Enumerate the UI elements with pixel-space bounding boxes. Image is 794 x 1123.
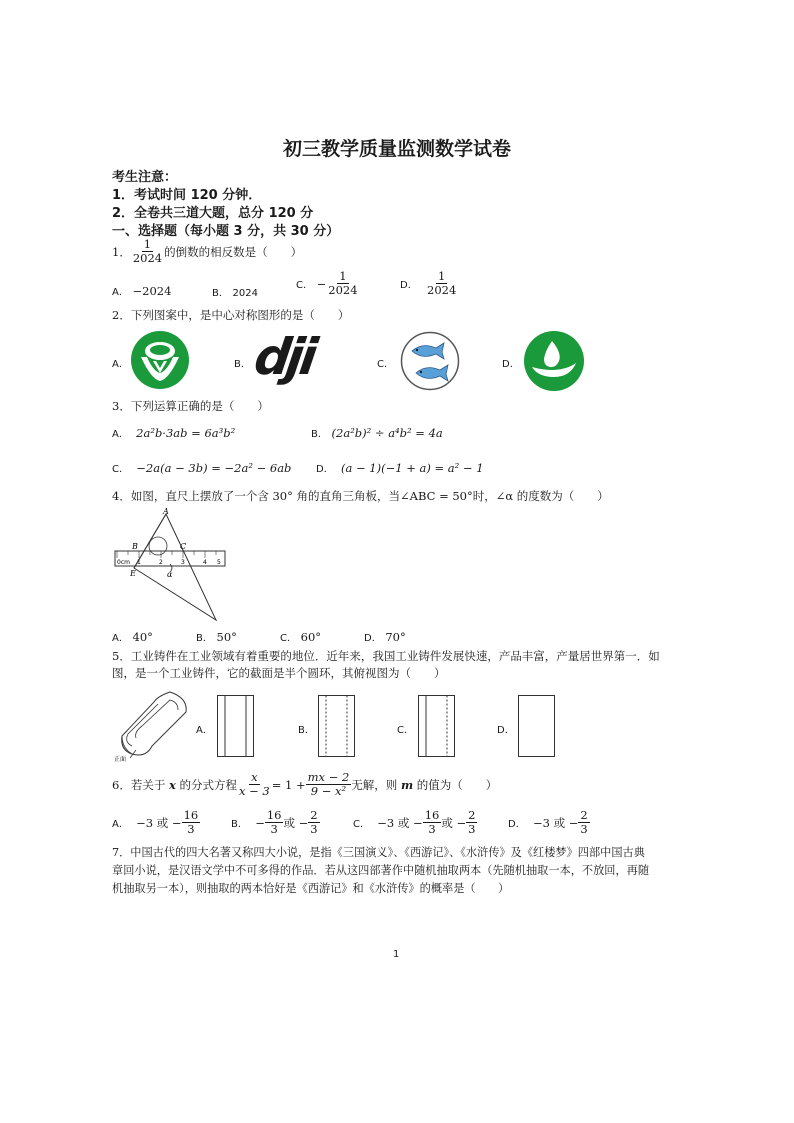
question-7-line1: 7．中国古代的四大名著又称四大小说，是指《三国演义》、《西游记》、《水浒传》及《红楼梦》四部中国古典 <box>112 846 645 859</box>
fig-label-e: E <box>130 569 136 578</box>
q1-option-a: A． −2024 <box>112 284 172 298</box>
q3-option-d: D． (a − 1)(−1 + a) = a² − 1 <box>316 461 484 475</box>
fig-label-a: A <box>163 507 169 516</box>
q6-option-b: B． − $\frac{16}{3}$ 或 − $\frac{2}{3}$ <box>231 808 318 836</box>
q1-stem: 的倒数的相反数是（ ） <box>164 244 303 259</box>
q5-view-a <box>217 695 254 757</box>
q1-option-c: C． − $\frac{1}{2024}$ <box>296 269 358 297</box>
ruler-label-5: 5 <box>217 559 221 566</box>
page-title: 初三教学质量监测数学试卷 <box>282 138 511 160</box>
notice-heading: 考生注意： <box>112 170 178 185</box>
q5-option-a-label: A． <box>196 725 213 736</box>
two-fish-icon <box>400 331 460 391</box>
q6-option-c: C． −3 或 − $\frac{16}{3}$ 或 − $\frac{2}{3}$ <box>353 808 476 836</box>
q1-option-d: D． $\frac{1}{2024}$ <box>400 269 457 297</box>
q3-option-b: B． (2a²b)² ÷ a⁴b² = 4a <box>311 426 443 440</box>
notice-item-1: 1．考试时间 120 分钟． <box>112 188 262 203</box>
q2-option-a-label: A． <box>112 359 129 370</box>
page-number: 1 <box>393 949 400 960</box>
q5-option-d-label: D． <box>497 725 515 736</box>
q4-option-d: D． 70° <box>364 630 406 644</box>
q1-fraction <box>131 238 164 265</box>
question-7-line3: 机抽取另一本），则抽取的两本恰好是《西游记》和《水浒传》的概率是（ ） <box>112 882 510 895</box>
casting-3d-figure <box>112 688 192 764</box>
q1-option-b: B． 2024 <box>212 288 258 299</box>
ruler-label-2: 2 <box>159 559 163 566</box>
q6-option-d: D． −3 或 − $\frac{2}{3}$ <box>508 808 588 836</box>
ruler-label-0: 0cm <box>117 559 130 566</box>
q5-view-c <box>418 695 455 757</box>
q1-frac-num: 1 <box>143 237 152 251</box>
ruler-label-4: 4 <box>203 559 207 566</box>
section-heading: 一、选择题（每小题 3 分，共 30 分） <box>112 224 340 239</box>
notice-item-2: 2．全卷共三道大题，总分 120 分 <box>112 206 314 221</box>
question-6: 6．若关于 x 的分式方程 $\frac{x}{x - 3}$ = 1 + $\frac{mx - 2}{\text{9 − x²}}$ 无解，则 m 的值为（ ） <box>112 770 498 798</box>
q1-frac-den: 2024 <box>132 251 163 265</box>
ruler-label-1: 1 <box>137 559 141 566</box>
question-1 <box>112 238 302 265</box>
question-2-stem: 2．下列图案中，是中心对称图形的是（ ） <box>112 308 350 322</box>
fig-label-alpha: α <box>167 570 173 579</box>
q5-option-b-label: B． <box>298 725 315 736</box>
question-7-line2: 章回小说，是汉语文学中不可多得的作品．若从这四部著作中随机抽取两本（先随机抽取一本，不放回，再随 <box>112 864 650 877</box>
question-5-stem-line2: 图，是一个工业铸件，它的截面是半个圆环，其俯视图为（ ） <box>112 666 446 680</box>
q3-option-c: C． −2a(a − 3b) = −2a² − 6ab <box>112 461 292 475</box>
question-3-stem: 3．下列运算正确的是（ ） <box>112 399 269 413</box>
q5-view-b <box>318 695 355 757</box>
q5-view-d <box>518 695 555 757</box>
dji-logo-icon: dji <box>250 328 318 386</box>
green-food-logo-icon <box>131 331 189 389</box>
ruler-triangle-figure <box>112 506 232 622</box>
q4-option-a: A． 40° <box>112 630 153 644</box>
q2-option-c-label: C． <box>377 359 394 370</box>
q6-option-a: A． −3 或 − $\frac{16}{3}$ <box>112 808 199 836</box>
q2-option-d-label: D． <box>502 359 520 370</box>
fig-label-b: B <box>132 542 138 551</box>
q4-option-c: C． 60° <box>280 630 322 644</box>
q1-number: 1． <box>112 244 131 259</box>
q4-option-b: B． 50° <box>196 630 237 644</box>
fig-label-c: C <box>180 542 187 551</box>
q2-option-b-label: B． <box>234 359 251 370</box>
water-drop-logo-icon <box>524 331 584 391</box>
q3-option-a: A． 2a²b·3ab = 6a³b² <box>112 426 236 440</box>
q5-option-c-label: C． <box>397 725 414 736</box>
front-label: 正面 <box>114 756 127 763</box>
question-4-stem: 4．如图，直尺上摆放了一个含 30° 角的直角三角板，当∠ABC = 50°时，∠α 的度数为（ ） <box>112 489 609 503</box>
ruler-label-3: 3 <box>181 559 185 566</box>
question-5-stem-line1: 5．工业铸件在工业领域有着重要的地位．近年来，我国工业铸件发展快速，产品丰富，产量居世界第一．如 <box>112 649 660 663</box>
